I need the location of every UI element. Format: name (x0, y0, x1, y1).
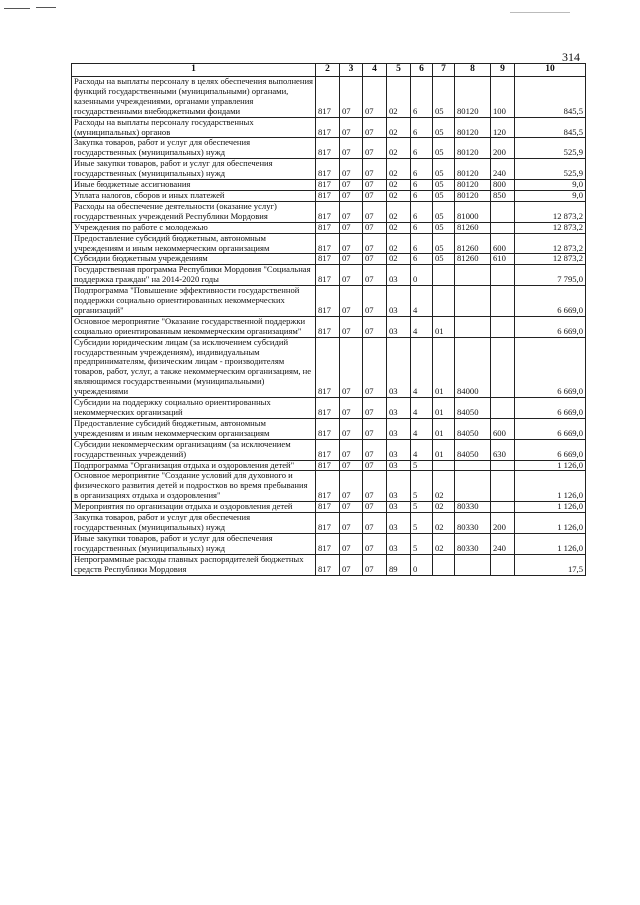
admin-code-cell: 817 (316, 418, 340, 439)
activity-cell: 05 (433, 190, 455, 201)
section-cell: 07 (340, 180, 363, 191)
item-name-cell: Расходы на обеспечение деятельности (оказание услуг) государственных учреждений Республики Мордовия (72, 201, 316, 222)
table-row (72, 316, 586, 337)
section-cell: 07 (340, 502, 363, 513)
expense-type-cell (491, 471, 515, 502)
amount-cell: 6 669,0 (515, 337, 586, 397)
admin-code-cell: 817 (316, 398, 340, 419)
activity-cell: 05 (433, 201, 455, 222)
scan-artifact-line (4, 8, 30, 9)
subsection-cell: 07 (363, 460, 387, 471)
program-cell: 02 (387, 159, 411, 180)
amount-cell: 1 126,0 (515, 513, 586, 534)
subprogram-cell: 4 (411, 418, 433, 439)
amount-cell: 6 669,0 (515, 439, 586, 460)
item-name-cell: Закупка товаров, работ и услуг для обеспечения государственных (муниципальных) нужд (72, 138, 316, 159)
budget-table-container (71, 63, 585, 576)
table-row (72, 502, 586, 513)
amount-cell: 1 126,0 (515, 460, 586, 471)
section-cell: 07 (340, 233, 363, 254)
admin-code-cell: 817 (316, 159, 340, 180)
subsection-cell: 07 (363, 398, 387, 419)
table-row (72, 201, 586, 222)
admin-code-cell: 817 (316, 337, 340, 397)
amount-cell: 6 669,0 (515, 418, 586, 439)
admin-code-cell: 817 (316, 138, 340, 159)
expense-type-cell (491, 222, 515, 233)
subsection-cell: 07 (363, 502, 387, 513)
amount-cell: 1 126,0 (515, 502, 586, 513)
section-cell: 07 (340, 439, 363, 460)
program-cell: 03 (387, 533, 411, 554)
section-cell: 07 (340, 190, 363, 201)
activity-cell: 01 (433, 418, 455, 439)
subprogram-cell: 5 (411, 471, 433, 502)
subprogram-cell: 0 (411, 554, 433, 575)
activity-cell: 02 (433, 471, 455, 502)
scan-artifact-line (510, 12, 570, 13)
table-body (72, 77, 586, 576)
expense-type-cell: 600 (491, 233, 515, 254)
section-cell: 07 (340, 201, 363, 222)
item-name-cell: Расходы на выплаты персоналу государственных (муниципальных) органов (72, 117, 316, 138)
subprogram-cell: 0 (411, 265, 433, 286)
table-row (72, 398, 586, 419)
expense-type-cell (491, 337, 515, 397)
activity-cell: 05 (433, 138, 455, 159)
admin-code-cell: 817 (316, 77, 340, 118)
subsection-cell: 07 (363, 471, 387, 502)
table-row (72, 286, 586, 317)
table-row (72, 222, 586, 233)
direction-cell: 81260 (455, 222, 491, 233)
subprogram-cell: 6 (411, 222, 433, 233)
subsection-cell: 07 (363, 233, 387, 254)
header-cell: 7 (433, 64, 455, 77)
expense-type-cell (491, 286, 515, 317)
subprogram-cell: 5 (411, 513, 433, 534)
admin-code-cell: 817 (316, 471, 340, 502)
section-cell: 07 (340, 138, 363, 159)
admin-code-cell: 817 (316, 286, 340, 317)
item-name-cell: Непрограммные расходы главных распорядителей бюджетных средств Республики Мордовия (72, 554, 316, 575)
amount-cell: 12 873,2 (515, 233, 586, 254)
section-cell: 07 (340, 554, 363, 575)
direction-cell (455, 471, 491, 502)
expense-type-cell (491, 316, 515, 337)
amount-cell: 9,0 (515, 180, 586, 191)
section-cell: 07 (340, 286, 363, 317)
item-name-cell: Субсидии юридическим лицам (за исключением субсидий государственным учреждениям), индивидуальным предпринимателям, физическим лицам - производителям товаров, работ, услуг, а также некоммерческим организациям, не являющимся государственными (муниципальными) учреждениями (72, 337, 316, 397)
item-name-cell: Субсидии на поддержку социально ориентированных некоммерческих организаций (72, 398, 316, 419)
program-cell: 03 (387, 265, 411, 286)
subsection-cell: 07 (363, 222, 387, 233)
subsection-cell: 07 (363, 180, 387, 191)
subsection-cell: 07 (363, 418, 387, 439)
item-name-cell: Основное мероприятие "Оказание государственной поддержки социально ориентированным некоммерческим организациям" (72, 316, 316, 337)
table-row (72, 190, 586, 201)
expense-type-cell: 200 (491, 138, 515, 159)
table-row (72, 554, 586, 575)
item-name-cell: Предоставление субсидий бюджетным, автономным учреждениям и иным некоммерческим организациям (72, 233, 316, 254)
direction-cell (455, 286, 491, 317)
activity-cell (433, 460, 455, 471)
program-cell: 89 (387, 554, 411, 575)
direction-cell: 80120 (455, 138, 491, 159)
program-cell: 02 (387, 180, 411, 191)
subsection-cell: 07 (363, 117, 387, 138)
table-row (72, 533, 586, 554)
expense-type-cell: 240 (491, 159, 515, 180)
admin-code-cell: 817 (316, 233, 340, 254)
table-row (72, 460, 586, 471)
expense-type-cell: 800 (491, 180, 515, 191)
program-cell: 02 (387, 233, 411, 254)
subprogram-cell: 6 (411, 77, 433, 118)
subsection-cell: 07 (363, 316, 387, 337)
item-name-cell: Иные закупки товаров, работ и услуг для обеспечения государственных (муниципальных) нужд (72, 533, 316, 554)
table-row (72, 180, 586, 191)
activity-cell (433, 286, 455, 317)
program-cell: 02 (387, 117, 411, 138)
item-name-cell: Субсидии некоммерческим организациям (за исключением государственных учреждений) (72, 439, 316, 460)
activity-cell (433, 554, 455, 575)
table-row (72, 159, 586, 180)
direction-cell: 80120 (455, 180, 491, 191)
section-cell: 07 (340, 117, 363, 138)
admin-code-cell: 817 (316, 439, 340, 460)
expense-type-cell: 120 (491, 117, 515, 138)
expense-type-cell: 100 (491, 77, 515, 118)
program-cell: 03 (387, 286, 411, 317)
subprogram-cell: 5 (411, 502, 433, 513)
subsection-cell: 07 (363, 265, 387, 286)
item-name-cell: Подпрограмма "Организация отдыха и оздоровления детей" (72, 460, 316, 471)
subsection-cell: 07 (363, 513, 387, 534)
subsection-cell: 07 (363, 254, 387, 265)
admin-code-cell: 817 (316, 513, 340, 534)
subprogram-cell: 6 (411, 159, 433, 180)
header-cell: 10 (515, 64, 586, 77)
item-name-cell: Расходы на выплаты персоналу в целях обеспечения выполнения функций государственными (муниципальными) органами, казенными учреждениями, органами управления государственными внебюджетными фондами (72, 77, 316, 118)
amount-cell: 7 795,0 (515, 265, 586, 286)
program-cell: 03 (387, 337, 411, 397)
amount-cell: 6 669,0 (515, 286, 586, 317)
subprogram-cell: 6 (411, 254, 433, 265)
amount-cell: 6 669,0 (515, 398, 586, 419)
admin-code-cell: 817 (316, 316, 340, 337)
program-cell: 03 (387, 418, 411, 439)
table-row (72, 418, 586, 439)
section-cell: 07 (340, 77, 363, 118)
admin-code-cell: 817 (316, 265, 340, 286)
subprogram-cell: 6 (411, 233, 433, 254)
subprogram-cell: 5 (411, 460, 433, 471)
amount-cell: 1 126,0 (515, 471, 586, 502)
subsection-cell: 07 (363, 533, 387, 554)
table-row (72, 439, 586, 460)
amount-cell: 1 126,0 (515, 533, 586, 554)
admin-code-cell: 817 (316, 554, 340, 575)
program-cell: 03 (387, 502, 411, 513)
amount-cell: 525,9 (515, 159, 586, 180)
item-name-cell: Субсидии бюджетным учреждениям (72, 254, 316, 265)
admin-code-cell: 817 (316, 533, 340, 554)
direction-cell: 80330 (455, 513, 491, 534)
subsection-cell: 07 (363, 159, 387, 180)
item-name-cell: Уплата налогов, сборов и иных платежей (72, 190, 316, 201)
program-cell: 02 (387, 201, 411, 222)
expense-type-cell (491, 502, 515, 513)
expense-type-cell: 200 (491, 513, 515, 534)
table-row (72, 117, 586, 138)
item-name-cell: Мероприятия по организации отдыха и оздоровления детей (72, 502, 316, 513)
expense-type-cell: 600 (491, 418, 515, 439)
table-row (72, 471, 586, 502)
table-row (72, 138, 586, 159)
expense-type-cell (491, 398, 515, 419)
direction-cell (455, 265, 491, 286)
subsection-cell: 07 (363, 554, 387, 575)
amount-cell: 6 669,0 (515, 316, 586, 337)
activity-cell: 05 (433, 233, 455, 254)
item-name-cell: Предоставление субсидий бюджетным, автономным учреждениям и иным некоммерческим организациям (72, 418, 316, 439)
table-row (72, 513, 586, 534)
subsection-cell: 07 (363, 286, 387, 317)
activity-cell: 01 (433, 316, 455, 337)
activity-cell: 05 (433, 117, 455, 138)
subprogram-cell: 4 (411, 286, 433, 317)
section-cell: 07 (340, 471, 363, 502)
activity-cell: 05 (433, 254, 455, 265)
amount-cell: 845,5 (515, 77, 586, 118)
admin-code-cell: 817 (316, 117, 340, 138)
subprogram-cell: 6 (411, 117, 433, 138)
activity-cell: 02 (433, 533, 455, 554)
direction-cell: 84050 (455, 439, 491, 460)
expense-type-cell: 630 (491, 439, 515, 460)
item-name-cell: Иные закупки товаров, работ и услуг для обеспечения государственных (муниципальных) нужд (72, 159, 316, 180)
activity-cell: 01 (433, 337, 455, 397)
program-cell: 03 (387, 460, 411, 471)
admin-code-cell: 817 (316, 180, 340, 191)
subsection-cell: 07 (363, 77, 387, 118)
program-cell: 03 (387, 398, 411, 419)
subsection-cell: 07 (363, 138, 387, 159)
header-cell: 2 (316, 64, 340, 77)
subprogram-cell: 4 (411, 398, 433, 419)
admin-code-cell: 817 (316, 222, 340, 233)
table-row (72, 254, 586, 265)
program-cell: 03 (387, 513, 411, 534)
direction-cell: 80120 (455, 159, 491, 180)
expense-type-cell: 240 (491, 533, 515, 554)
direction-cell: 84000 (455, 337, 491, 397)
activity-cell: 05 (433, 159, 455, 180)
header-cell: 1 (72, 64, 316, 77)
subprogram-cell: 4 (411, 439, 433, 460)
table-row (72, 77, 586, 118)
page-number: 314 (562, 50, 580, 64)
section-cell: 07 (340, 418, 363, 439)
expense-type-cell (491, 554, 515, 575)
activity-cell (433, 265, 455, 286)
section-cell: 07 (340, 533, 363, 554)
subprogram-cell: 4 (411, 337, 433, 397)
direction-cell: 80120 (455, 190, 491, 201)
admin-code-cell: 817 (316, 254, 340, 265)
direction-cell: 84050 (455, 418, 491, 439)
header-cell: 8 (455, 64, 491, 77)
expense-type-cell (491, 460, 515, 471)
direction-cell (455, 554, 491, 575)
header-cell: 5 (387, 64, 411, 77)
amount-cell: 9,0 (515, 190, 586, 201)
section-cell: 07 (340, 337, 363, 397)
program-cell: 03 (387, 471, 411, 502)
expense-type-cell: 850 (491, 190, 515, 201)
item-name-cell: Закупка товаров, работ и услуг для обеспечения государственных (муниципальных) нужд (72, 513, 316, 534)
subprogram-cell: 6 (411, 138, 433, 159)
expense-type-cell (491, 265, 515, 286)
subsection-cell: 07 (363, 337, 387, 397)
table-row (72, 233, 586, 254)
expense-type-cell (491, 201, 515, 222)
item-name-cell: Подпрограмма "Повышение эффективности государственной поддержки социально ориентированных некоммерческих организаций" (72, 286, 316, 317)
direction-cell (455, 460, 491, 471)
activity-cell: 01 (433, 439, 455, 460)
section-cell: 07 (340, 254, 363, 265)
direction-cell: 80330 (455, 502, 491, 513)
header-cell: 3 (340, 64, 363, 77)
activity-cell: 02 (433, 513, 455, 534)
header-cell: 6 (411, 64, 433, 77)
admin-code-cell: 817 (316, 460, 340, 471)
program-cell: 02 (387, 77, 411, 118)
program-cell: 02 (387, 254, 411, 265)
scan-artifact-line (36, 7, 56, 8)
subprogram-cell: 5 (411, 533, 433, 554)
direction-cell: 81260 (455, 233, 491, 254)
table-row (72, 337, 586, 397)
subprogram-cell: 6 (411, 180, 433, 191)
direction-cell: 84050 (455, 398, 491, 419)
subsection-cell: 07 (363, 201, 387, 222)
header-cell: 4 (363, 64, 387, 77)
item-name-cell: Учреждения по работе с молодежью (72, 222, 316, 233)
activity-cell: 05 (433, 180, 455, 191)
section-cell: 07 (340, 265, 363, 286)
table-row (72, 265, 586, 286)
subsection-cell: 07 (363, 439, 387, 460)
section-cell: 07 (340, 316, 363, 337)
section-cell: 07 (340, 222, 363, 233)
direction-cell: 81260 (455, 254, 491, 265)
program-cell: 02 (387, 190, 411, 201)
program-cell: 02 (387, 138, 411, 159)
direction-cell: 81000 (455, 201, 491, 222)
amount-cell: 12 873,2 (515, 201, 586, 222)
section-cell: 07 (340, 460, 363, 471)
amount-cell: 525,9 (515, 138, 586, 159)
program-cell: 02 (387, 222, 411, 233)
amount-cell: 12 873,2 (515, 222, 586, 233)
section-cell: 07 (340, 513, 363, 534)
item-name-cell: Государственная программа Республики Мордовия "Социальная поддержка граждан" на 2014-2020 годы (72, 265, 316, 286)
activity-cell: 05 (433, 77, 455, 118)
activity-cell: 05 (433, 222, 455, 233)
subsection-cell: 07 (363, 190, 387, 201)
amount-cell: 12 873,2 (515, 254, 586, 265)
program-cell: 03 (387, 316, 411, 337)
amount-cell: 845,5 (515, 117, 586, 138)
subprogram-cell: 6 (411, 201, 433, 222)
admin-code-cell: 817 (316, 190, 340, 201)
expense-type-cell: 610 (491, 254, 515, 265)
direction-cell: 80120 (455, 117, 491, 138)
subprogram-cell: 4 (411, 316, 433, 337)
activity-cell: 02 (433, 502, 455, 513)
direction-cell: 80330 (455, 533, 491, 554)
budget-table (71, 63, 586, 576)
header-row (72, 64, 586, 77)
admin-code-cell: 817 (316, 201, 340, 222)
section-cell: 07 (340, 159, 363, 180)
direction-cell: 80120 (455, 77, 491, 118)
item-name-cell: Основное мероприятие "Создание условий для духовного и физического развития детей и подростков во время пребывания в организациях отдыха и оздоровления" (72, 471, 316, 502)
item-name-cell: Иные бюджетные ассигнования (72, 180, 316, 191)
subprogram-cell: 6 (411, 190, 433, 201)
header-cell: 9 (491, 64, 515, 77)
program-cell: 03 (387, 439, 411, 460)
section-cell: 07 (340, 398, 363, 419)
direction-cell (455, 316, 491, 337)
activity-cell: 01 (433, 398, 455, 419)
amount-cell: 17,5 (515, 554, 586, 575)
admin-code-cell: 817 (316, 502, 340, 513)
